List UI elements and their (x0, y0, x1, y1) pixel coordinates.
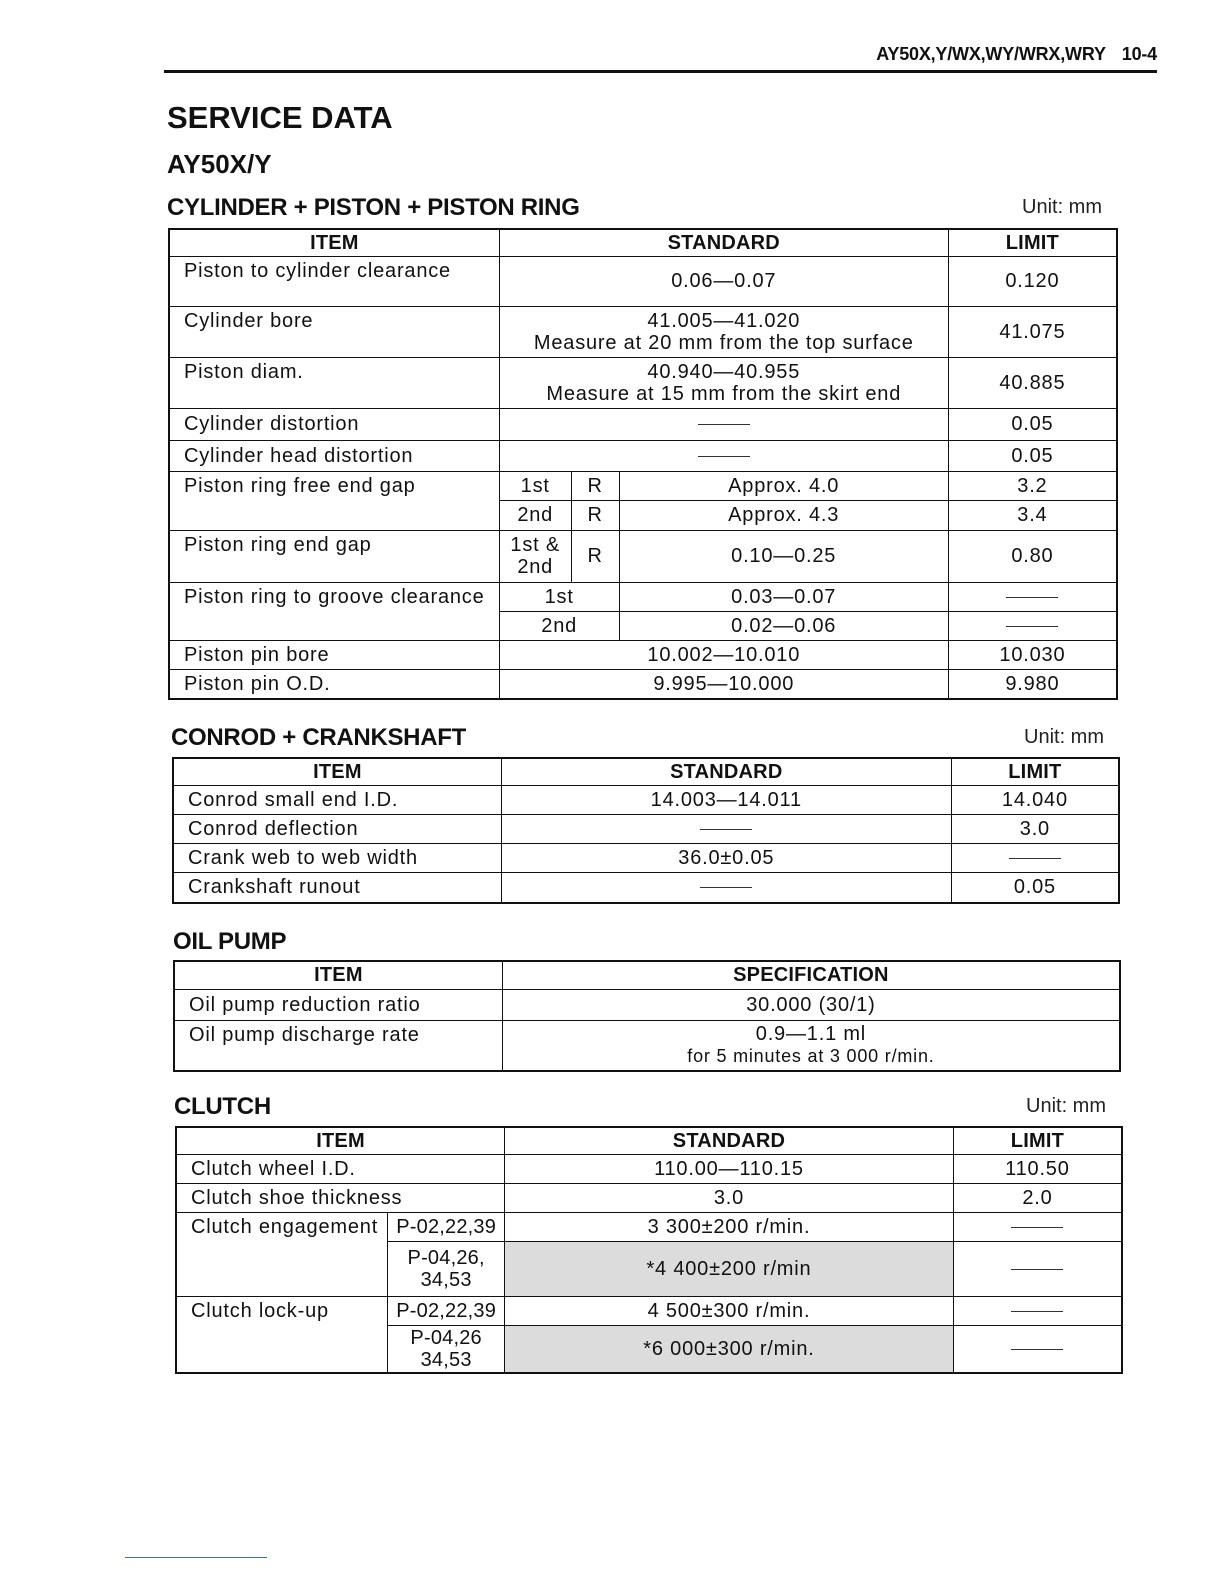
row-item: Clutch lock-up (176, 1296, 388, 1373)
row-limit: 3.4 (948, 500, 1117, 530)
col-limit: LIMIT (953, 1127, 1122, 1154)
oil-pump-heading: OIL PUMP (173, 928, 287, 955)
clutch-table (175, 1126, 1123, 1374)
row-standard: *6 000±300 r/min. (505, 1325, 954, 1373)
ring-cell: 2nd (499, 500, 571, 530)
dash-mark (1011, 1349, 1063, 1350)
row-standard: *4 400±200 r/min (505, 1241, 954, 1296)
col-item: ITEM (169, 229, 499, 256)
dash-mark (1006, 597, 1058, 598)
row-item: Clutch engagement (176, 1212, 388, 1296)
row-limit: 0.05 (948, 440, 1117, 471)
dash-mark (698, 456, 750, 457)
col-specification: SPECIFICATION (502, 961, 1120, 989)
table-row (169, 408, 1117, 440)
col-standard: STANDARD (505, 1127, 954, 1154)
model-subtitle: AY50X/Y (167, 149, 272, 179)
row-item: Piston pin O.D. (169, 669, 499, 699)
dash-mark (1011, 1269, 1063, 1270)
table-row (174, 989, 1120, 1020)
row-standard: 4 500±300 r/min. (505, 1296, 954, 1325)
row-standard: 0.02—0.06 (619, 611, 948, 640)
table-row (169, 669, 1117, 699)
ring-cell: 1st (499, 582, 619, 611)
model-cell: P-04,26 34,53 (388, 1325, 505, 1373)
row-limit: 0.05 (948, 408, 1117, 440)
row-item: Piston ring end gap (169, 530, 499, 582)
col-item: ITEM (176, 1127, 505, 1154)
dash-mark (1011, 1227, 1063, 1228)
row-limit: 9.980 (948, 669, 1117, 699)
mark-cell: R (571, 500, 619, 530)
row-limit (948, 582, 1117, 611)
row-item: Cylinder head distortion (169, 440, 499, 471)
row-standard: 3 300±200 r/min. (505, 1212, 954, 1241)
row-item: Cylinder distortion (169, 408, 499, 440)
table-row (169, 582, 1117, 611)
row-standard: 0.06—0.07 (499, 256, 948, 306)
col-standard: STANDARD (499, 229, 948, 256)
table-row (176, 1183, 1122, 1212)
table-row (169, 306, 1117, 357)
row-limit (948, 611, 1117, 640)
table-row (169, 530, 1117, 582)
row-item: Piston to cylinder clearance (169, 256, 499, 306)
conrod-heading: CONROD + CRANKSHAFT (171, 724, 466, 751)
row-standard: Approx. 4.0 (619, 471, 948, 500)
row-standard: Approx. 4.3 (619, 500, 948, 530)
row-item: Conrod small end I.D. (173, 785, 501, 814)
row-limit: 14.040 (951, 785, 1119, 814)
row-standard: 10.002—10.010 (499, 640, 948, 669)
measure-note: Measure at 20 mm from the top surface (533, 331, 914, 354)
row-spec (502, 1020, 1120, 1071)
row-limit (953, 1296, 1122, 1325)
cylinder-heading: CYLINDER + PISTON + PISTON RING (167, 194, 580, 221)
cylinder-unit: Unit: mm (1022, 196, 1102, 218)
row-standard (501, 814, 951, 843)
conrod-unit: Unit: mm (1024, 726, 1104, 748)
conrod-table (172, 757, 1120, 904)
table-row (169, 471, 1117, 500)
table-row (169, 440, 1117, 471)
cylinder-table (168, 228, 1118, 700)
ring-cell: 2nd (499, 611, 619, 640)
dash-mark (698, 424, 750, 425)
row-item: Piston pin bore (169, 640, 499, 669)
col-limit: LIMIT (948, 229, 1117, 256)
footer-rule (125, 1557, 267, 1558)
table-row (176, 1296, 1122, 1325)
row-item: Piston ring to groove clearance (169, 582, 499, 640)
ring-cell: 1st & 2nd (499, 530, 571, 582)
row-limit (951, 843, 1119, 872)
row-limit (953, 1325, 1122, 1373)
table-header-row (169, 229, 1117, 256)
table-row (173, 843, 1119, 872)
row-spec: 30.000 (30/1) (502, 989, 1120, 1020)
row-limit: 2.0 (953, 1183, 1122, 1212)
row-standard: 3.0 (505, 1183, 954, 1212)
row-limit: 110.50 (953, 1154, 1122, 1183)
table-row (176, 1154, 1122, 1183)
row-limit: 3.0 (951, 814, 1119, 843)
row-standard: 36.0±0.05 (501, 843, 951, 872)
row-standard: 0.03—0.07 (619, 582, 948, 611)
row-standard: 110.00—110.15 (505, 1154, 954, 1183)
page-header (164, 44, 1157, 73)
page-number: 10-4 (1121, 44, 1157, 64)
table-row (169, 357, 1117, 408)
col-limit: LIMIT (951, 758, 1119, 785)
row-item: Piston diam. (169, 357, 499, 408)
dash-mark (1006, 626, 1058, 627)
dash-mark (700, 887, 752, 888)
col-item: ITEM (173, 758, 501, 785)
clutch-unit: Unit: mm (1026, 1095, 1106, 1117)
row-item: Clutch shoe thickness (176, 1183, 505, 1212)
model-cell: P-02,22,39 (388, 1296, 505, 1325)
row-item: Clutch wheel I.D. (176, 1154, 505, 1183)
row-limit: 3.2 (948, 471, 1117, 500)
spec-value: 0.9—1.1 ml (755, 1023, 867, 1046)
standard-value: 40.940—40.955 (647, 360, 801, 383)
col-item: ITEM (174, 961, 502, 989)
table-row (176, 1212, 1122, 1241)
row-limit (953, 1241, 1122, 1296)
table-row (169, 256, 1117, 306)
page-title: SERVICE DATA (167, 100, 393, 135)
row-standard (499, 408, 948, 440)
row-item: Conrod deflection (173, 814, 501, 843)
row-standard (501, 872, 951, 903)
header-models: AY50X,Y/WX,WY/WRX,WRY (876, 44, 1106, 64)
row-limit: 40.885 (948, 357, 1117, 408)
mark-cell: R (571, 471, 619, 500)
model-cell: P-02,22,39 (388, 1212, 505, 1241)
clutch-heading: CLUTCH (174, 1093, 271, 1120)
row-item: Oil pump reduction ratio (174, 989, 502, 1020)
row-standard (499, 440, 948, 471)
ring-cell: 1st (499, 471, 571, 500)
table-header-row (176, 1127, 1122, 1154)
row-limit (953, 1212, 1122, 1241)
standard-value: 41.005—41.020 (647, 309, 801, 332)
table-header-row (174, 961, 1120, 989)
dash-mark (1009, 858, 1061, 859)
row-item: Oil pump discharge rate (174, 1020, 502, 1071)
table-row (174, 1020, 1120, 1071)
row-item: Cylinder bore (169, 306, 499, 357)
oil-pump-table (173, 960, 1121, 1072)
row-item: Crankshaft runout (173, 872, 501, 903)
row-standard: 9.995—10.000 (499, 669, 948, 699)
row-standard: 0.10—0.25 (619, 530, 948, 582)
row-limit: 0.120 (948, 256, 1117, 306)
measure-note: Measure at 15 mm from the skirt end (546, 382, 902, 405)
table-row (173, 872, 1119, 903)
table-row (173, 785, 1119, 814)
table-header-row (173, 758, 1119, 785)
row-limit: 10.030 (948, 640, 1117, 669)
row-limit: 0.80 (948, 530, 1117, 582)
row-standard (499, 357, 948, 408)
row-item: Piston ring free end gap (169, 471, 499, 530)
dash-mark (700, 829, 752, 830)
row-item: Crank web to web width (173, 843, 501, 872)
row-standard: 14.003—14.011 (501, 785, 951, 814)
table-row (173, 814, 1119, 843)
mark-cell: R (571, 530, 619, 582)
row-limit: 41.075 (948, 306, 1117, 357)
table-row (169, 640, 1117, 669)
model-cell: P-04,26, 34,53 (388, 1241, 505, 1296)
col-standard: STANDARD (501, 758, 951, 785)
dash-mark (1011, 1311, 1063, 1312)
spec-note: for 5 minutes at 3 000 r/min. (687, 1046, 935, 1067)
row-standard (499, 306, 948, 357)
row-limit: 0.05 (951, 872, 1119, 903)
